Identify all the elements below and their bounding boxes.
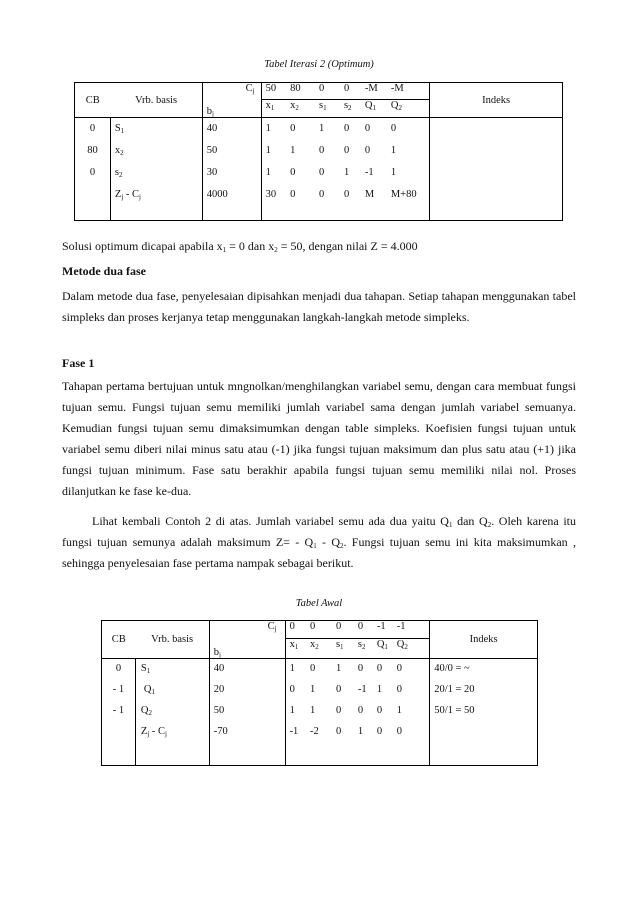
table1-zj-val: M — [365, 184, 391, 221]
table1-zj-val: 0 — [290, 184, 319, 221]
heading-phase-1: Fase 1 — [62, 356, 95, 370]
table1-val-cell: 0 — [290, 166, 296, 178]
table2-var-header: $x_1$ — [285, 639, 310, 659]
table2-val-cell: 1 — [376, 683, 383, 695]
table2-cb-cell: - 1 — [102, 680, 136, 701]
table2-indeks-cell: 40/0 = ~ — [430, 659, 538, 680]
table2-cb-cell: 0 — [102, 659, 136, 680]
table1-var-header: $Q_1$ — [365, 100, 391, 118]
table1-val-cell: 0 — [343, 123, 350, 134]
table2-cj-label: $C_j$ — [209, 621, 285, 639]
table1-bj-label: $b_j$ — [202, 100, 261, 118]
table1-cb-header: CB — [75, 83, 111, 118]
table2-zj-val: 0 — [397, 722, 430, 766]
table1-cj-value: -M — [391, 83, 430, 100]
table2-val-cell: 1 — [396, 704, 403, 716]
table2-zj-val: -2 — [310, 722, 336, 766]
table2-cb-cell: - 1 — [102, 701, 136, 722]
table2 — [101, 620, 538, 766]
table2-var-header: $Q_2$ — [397, 639, 430, 659]
table1-zj-val: 0 — [344, 184, 365, 221]
table1-val-cell: 0 — [390, 123, 397, 134]
table2-cj-value: -1 — [377, 621, 397, 639]
table1-val-cell: 1 — [343, 166, 350, 178]
table2-val-cell: 1 — [335, 663, 342, 674]
table2-val-cell: 0 — [335, 683, 342, 695]
table1-bj-cell: 50 — [202, 140, 261, 162]
table2-vb-cell: $Q_1$ — [135, 680, 209, 701]
table1-val-cell: 0 — [319, 166, 325, 178]
table1-val-cell: -1 — [364, 166, 374, 178]
table1-var-header: $s_2$ — [344, 100, 365, 118]
table2-indeks-cell — [430, 722, 538, 766]
table1-val-cell: 1 — [290, 144, 296, 156]
table2-val-cell: 0 — [376, 663, 383, 674]
table1-var-header: $x_2$ — [290, 100, 319, 118]
table1-vb-cell: $S_1$ — [110, 118, 202, 140]
table2-cj-value: -1 — [397, 621, 430, 639]
table1-val-cell: 1 — [390, 144, 397, 156]
table1-cj-value: 0 — [344, 83, 365, 100]
table1-zj-label: $Z_j - C_j$ — [110, 184, 202, 221]
table2-val-cell: 0 — [335, 704, 342, 716]
table1-zj-bj: 4000 — [202, 184, 261, 221]
table2-val-cell: 0 — [396, 663, 403, 674]
table1-caption: Tabel Iterasi 2 (Optimum) — [264, 59, 374, 70]
table2-var-header: $s_1$ — [336, 639, 358, 659]
table1-var-header: $Q_2$ — [391, 100, 430, 118]
table2-cj-value: 0 — [358, 621, 377, 639]
table2-val-cell: 0 — [357, 663, 364, 674]
table2-zj-bj: -70 — [209, 722, 285, 766]
table2-zj-val: -1 — [285, 722, 310, 766]
heading-two-phase: Metode dua fase — [62, 264, 146, 278]
table2-var-header: $Q_1$ — [377, 639, 397, 659]
table1-val-cell: 1 — [319, 123, 325, 134]
table2-var-header: $s_2$ — [358, 639, 377, 659]
table2-val-cell: -1 — [357, 683, 367, 695]
table2-vb-cell: $S_1$ — [135, 659, 209, 680]
table2-val-cell: 0 — [285, 680, 310, 701]
table1-indeks-header: Indeks — [430, 83, 563, 118]
table1-vb-cell: $x_2$ — [110, 140, 202, 162]
table1-cb-cell: 0 — [75, 162, 111, 184]
table2-zj-label: $Z_j - C_j$ — [135, 722, 209, 766]
table2-cb-cell — [102, 722, 136, 766]
table1-val-cell: 1 — [261, 140, 290, 162]
table1-val-cell: 0 — [364, 123, 371, 134]
table1-cb-cell: 0 — [75, 118, 111, 140]
table2-bj-cell: 50 — [209, 701, 285, 722]
table2-indeks-cell: 50/1 = 50 — [430, 701, 538, 722]
table2-val-cell: 1 — [310, 704, 316, 716]
solution-sentence: Solusi optimum dicapai apabila $x_1 = 0$ dan $x_2 = 50$, dengan nilai Z = 4.000 — [62, 239, 418, 254]
table2-val-cell: 1 — [285, 659, 310, 680]
table2-bj-cell: 20 — [209, 680, 285, 701]
table2-vb-cell: $Q_2$ — [135, 701, 209, 722]
table1-val-cell: 1 — [261, 118, 290, 140]
table1-zj-val: M+80 — [391, 184, 430, 221]
table1-var-header: $s_1$ — [319, 100, 344, 118]
table1-vb-cell: $s_2$ — [110, 162, 202, 184]
table2-val-cell: 0 — [357, 704, 364, 716]
paragraph-example: Lihat kembali Contoh 2 di atas. Jumlah variabel semu ada dua yaitu $Q_1$ dan $Q_2$. Oleh karena itu fungsi tujuan semunya adalah maksimum $Z= - Q_1 - Q_2$. Fungsi tujuan semu ini kita maksimumkan , sehingga penyelesaian fase pertama nampak sebagai berikut. — [62, 514, 576, 570]
table1-indeks-cell — [430, 162, 563, 184]
table1-cj-value: -M — [365, 83, 391, 100]
table1-cj-value: 0 — [319, 83, 344, 100]
table1-var-header: $x_1$ — [261, 100, 290, 118]
table2-caption: Tabel Awal — [295, 598, 343, 609]
table2-zj-val: 0 — [336, 722, 358, 766]
table1-bj-cell: 30 — [202, 162, 261, 184]
table1-val-cell: 0 — [290, 123, 296, 134]
table1-bj-cell: 40 — [202, 118, 261, 140]
table1-indeks-cell — [430, 118, 563, 140]
table1-val-cell: 0 — [364, 144, 371, 156]
table2-cj-value: 0 — [310, 621, 336, 639]
table2-indeks-header: Indeks — [430, 621, 538, 659]
table2-zj-val: 1 — [358, 722, 377, 766]
table1-cj-value: 80 — [290, 83, 319, 100]
table2-bj-label: $b_j$ — [209, 639, 285, 659]
table1-val-cell: 0 — [343, 144, 350, 156]
paragraph-phase-1: Tahapan pertama bertujuan untuk mngnolkan/menghilangkan variabel semu, dengan cara membuat fungsi tujuan semu. Fungsi tujuan semu memiliki jumlah variabel sama dengan jumlah variabel semuanya. Kemudian fungsi tujuan semu dimaksimumkan dengan table simpleks. Koefisien fungsi tujuan untuk variabel semu diberi nilai minus satu atau (-1) jika fungsi tujuan maksimum dan plus satu atau (+1) jika fungsi tujuan minimum. Fase satu berakhir apabila fungsi tujuan semu memiliki nilai nol. Proses dilanjutkan ke fase ke-dua. — [62, 379, 576, 498]
table2-val-cell: 0 — [396, 683, 403, 695]
table1-cb-cell: 80 — [75, 140, 111, 162]
paragraph-two-phase: Dalam metode dua fase, penyelesaian dipisahkan menjadi dua tahapan. Setiap tahapan menggunakan tabel simpleks dan proses kerjanya tetap menggunakan langkah-langkah metode simpleks. — [62, 289, 576, 324]
table2-val-cell: 0 — [376, 704, 383, 716]
table2-zj-val: 0 — [377, 722, 397, 766]
table1 — [74, 82, 563, 221]
table2-val-cell: 1 — [310, 683, 316, 695]
table1-vrb-header: Vrb. basis — [110, 83, 202, 118]
table1-val-cell: 0 — [319, 144, 325, 156]
table1-val-cell: 1 — [261, 162, 290, 184]
table1-zj-val: 0 — [319, 184, 344, 221]
table2-indeks-cell: 20/1 = 20 — [430, 680, 538, 701]
table2-vrb-header: Vrb. basis — [135, 621, 209, 659]
table2-cb-header: CB — [102, 621, 136, 659]
table1-cb-cell — [75, 184, 111, 221]
table1-cj-value: 50 — [261, 83, 290, 100]
table2-var-header: $x_2$ — [310, 639, 336, 659]
table2-val-cell: 1 — [285, 701, 310, 722]
table2-val-cell: 0 — [310, 663, 316, 674]
table2-cj-value: 0 — [336, 621, 358, 639]
table1-val-cell: 1 — [390, 166, 397, 178]
table2-cj-value: 0 — [285, 621, 310, 639]
table1-indeks-cell — [430, 184, 563, 221]
table1-indeks-cell — [430, 140, 563, 162]
table1-cj-label: $C_j$ — [202, 83, 261, 100]
table1-zj-val: 30 — [261, 184, 290, 221]
table2-bj-cell: 40 — [209, 659, 285, 680]
